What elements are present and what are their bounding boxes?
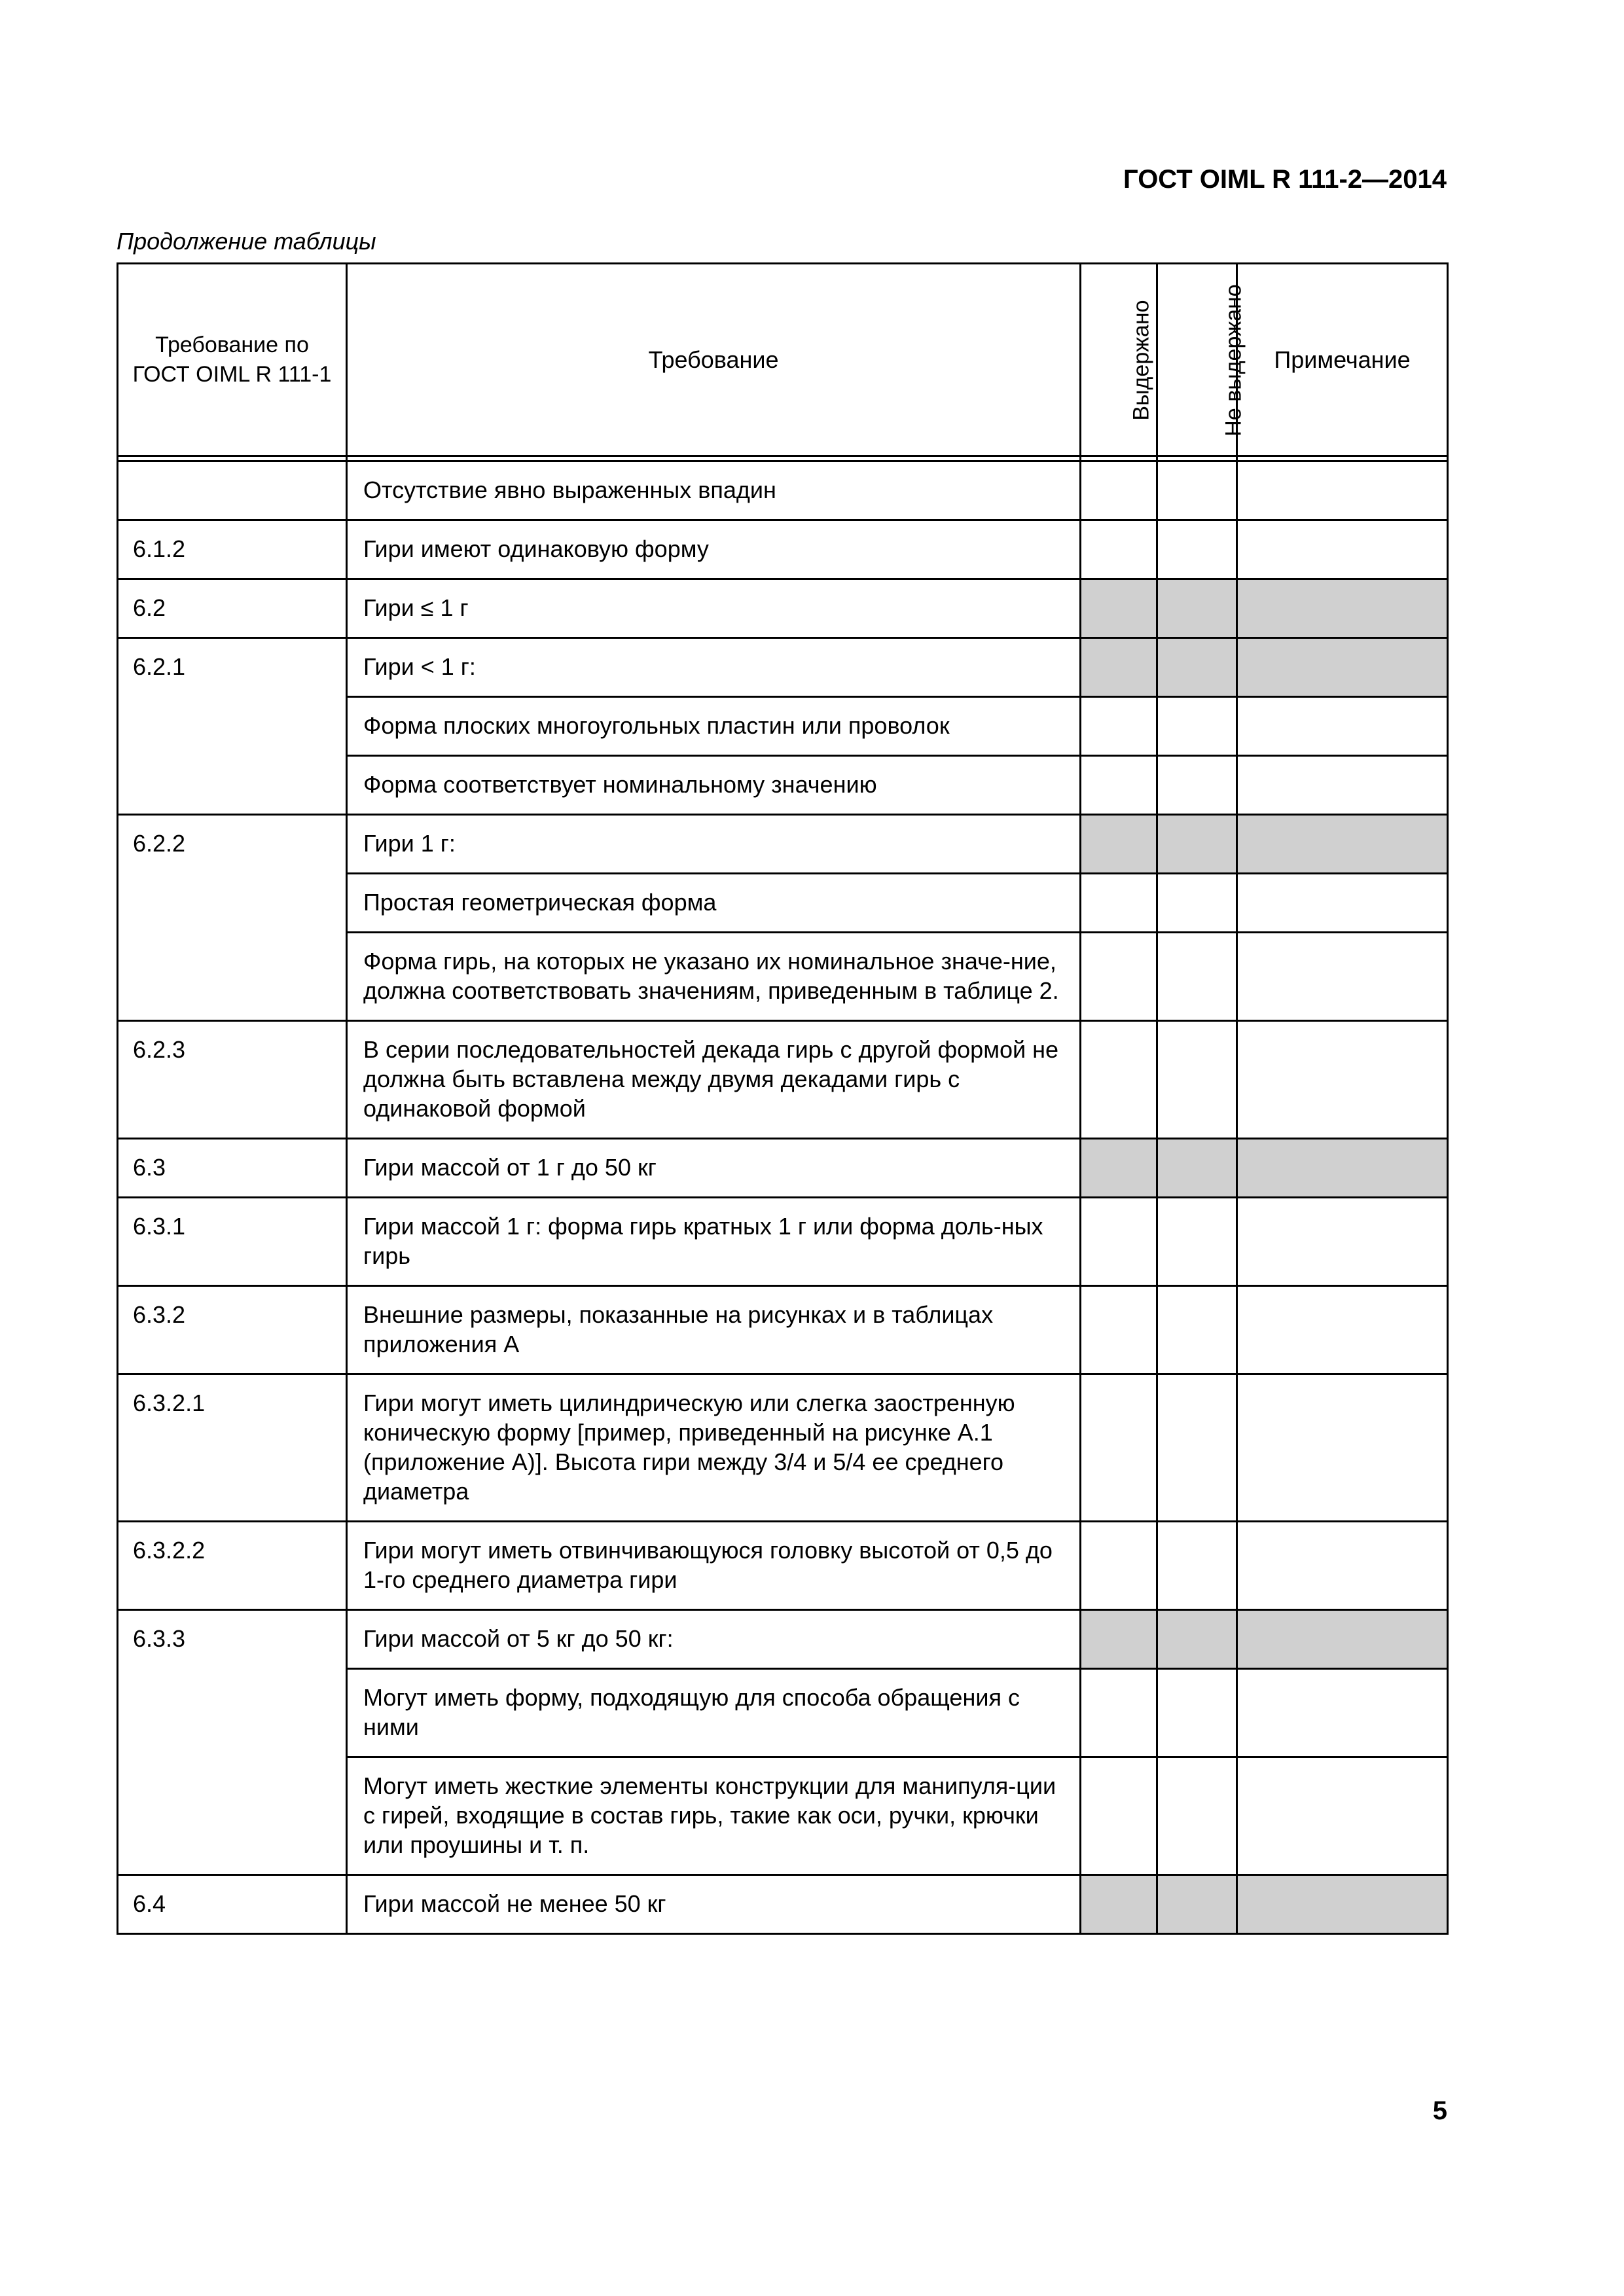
failed-cell[interactable] [1157, 815, 1237, 874]
header-passed-label: Выдержано [1128, 300, 1154, 421]
table-row [118, 1875, 1448, 1934]
passed-cell[interactable] [1081, 1139, 1157, 1198]
table-row [118, 461, 1448, 520]
header-requirement: Требование [347, 264, 1081, 456]
note-cell[interactable] [1237, 461, 1448, 520]
passed-cell[interactable] [1081, 579, 1157, 638]
row-code: 6.3.2.2 [118, 1522, 347, 1610]
note-cell[interactable] [1237, 1610, 1448, 1669]
table-row [118, 1610, 1448, 1669]
passed-cell[interactable] [1081, 697, 1157, 756]
row-requirement: Гири могут иметь цилиндрическую или слегка заостренную коническую форму [пример, приведенный на рисунке А.1 (приложение А)]. Высота гири между 3/4 и 5/4 ее среднего диаметра [347, 1374, 1081, 1522]
table-row [118, 1522, 1448, 1610]
table-row [118, 638, 1448, 697]
row-code: 6.3.1 [118, 1198, 347, 1286]
passed-cell[interactable] [1081, 520, 1157, 579]
row-code: 6.2.2 [118, 815, 347, 1021]
header-failed-label: Не выдержано [1221, 284, 1246, 437]
table-caption: Продолжение таблицы [117, 228, 376, 255]
passed-cell[interactable] [1081, 1021, 1157, 1139]
failed-cell[interactable] [1157, 756, 1237, 815]
row-requirement: Гири массой от 5 кг до 50 кг: [347, 1610, 1081, 1669]
note-cell[interactable] [1237, 933, 1448, 1021]
document-title: ГОСТ OIML R 111-2—2014 [1123, 165, 1447, 194]
row-requirement: В серии последовательностей декада гирь с другой формой не должна быть вставлена между двумя декадами гирь с одинаковой формой [347, 1021, 1081, 1139]
row-requirement: Гири 1 г: [347, 815, 1081, 874]
note-cell[interactable] [1237, 1021, 1448, 1139]
row-code: 6.2 [118, 579, 347, 638]
row-requirement: Гири имеют одинаковую форму [347, 520, 1081, 579]
passed-cell[interactable] [1081, 874, 1157, 933]
note-cell[interactable] [1237, 1374, 1448, 1522]
failed-cell[interactable] [1157, 520, 1237, 579]
passed-cell[interactable] [1081, 1522, 1157, 1610]
note-cell[interactable] [1237, 756, 1448, 815]
failed-cell[interactable] [1157, 1669, 1237, 1757]
passed-cell[interactable] [1081, 933, 1157, 1021]
row-requirement: Форма гирь, на которых не указано их номинальное значе-ние, должна соответствовать значениям, приведенным в таблице 2. [347, 933, 1081, 1021]
note-cell[interactable] [1237, 697, 1448, 756]
row-requirement: Гири массой не менее 50 кг [347, 1875, 1081, 1934]
failed-cell[interactable] [1157, 638, 1237, 697]
page-number: 5 [1432, 2096, 1447, 2125]
table-row [118, 1021, 1448, 1139]
header-note: Примечание [1237, 264, 1448, 456]
note-cell[interactable] [1237, 1669, 1448, 1757]
failed-cell[interactable] [1157, 1139, 1237, 1198]
row-code: 6.3.2 [118, 1286, 347, 1374]
note-cell[interactable] [1237, 1286, 1448, 1374]
failed-cell[interactable] [1157, 1198, 1237, 1286]
failed-cell[interactable] [1157, 1757, 1237, 1875]
passed-cell[interactable] [1081, 1757, 1157, 1875]
note-cell[interactable] [1237, 1522, 1448, 1610]
passed-cell[interactable] [1081, 461, 1157, 520]
note-cell[interactable] [1237, 579, 1448, 638]
table-row [118, 520, 1448, 579]
row-code: 6.4 [118, 1875, 347, 1934]
row-requirement: Могут иметь форму, подходящую для способа обращения с ними [347, 1669, 1081, 1757]
table-row [118, 579, 1448, 638]
failed-cell[interactable] [1157, 933, 1237, 1021]
row-requirement: Форма соответствует номинальному значению [347, 756, 1081, 815]
row-requirement: Могут иметь жесткие элементы конструкции для манипуля-ции с гирей, входящие в состав гирь, такие как оси, ручки, крючки или проушины и т. п. [347, 1757, 1081, 1875]
note-cell[interactable] [1237, 520, 1448, 579]
note-cell[interactable] [1237, 1139, 1448, 1198]
table-row [118, 815, 1448, 874]
failed-cell[interactable] [1157, 1286, 1237, 1374]
table-row [118, 1374, 1448, 1522]
row-requirement: Гири могут иметь отвинчивающуюся головку высотой от 0,5 до 1-го среднего диаметра гири [347, 1522, 1081, 1610]
passed-cell[interactable] [1081, 1610, 1157, 1669]
row-code: 6.2.3 [118, 1021, 347, 1139]
header-passed [1081, 264, 1157, 456]
passed-cell[interactable] [1081, 1875, 1157, 1934]
row-code [118, 461, 347, 520]
note-cell[interactable] [1237, 1875, 1448, 1934]
failed-cell[interactable] [1157, 697, 1237, 756]
note-cell[interactable] [1237, 1757, 1448, 1875]
row-requirement: Внешние размеры, показанные на рисунках и в таблицах приложения А [347, 1286, 1081, 1374]
note-cell[interactable] [1237, 1198, 1448, 1286]
note-cell[interactable] [1237, 638, 1448, 697]
row-code: 6.1.2 [118, 520, 347, 579]
header-gap [118, 456, 1448, 461]
passed-cell[interactable] [1081, 756, 1157, 815]
table-row [118, 1286, 1448, 1374]
requirements-table [117, 262, 1449, 1935]
row-requirement: Гири массой 1 г: форма гирь кратных 1 г или форма доль-ных гирь [347, 1198, 1081, 1286]
table-header-row [118, 264, 1448, 456]
row-code: 6.3.3 [118, 1610, 347, 1875]
passed-cell[interactable] [1081, 1669, 1157, 1757]
failed-cell[interactable] [1157, 461, 1237, 520]
failed-cell[interactable] [1157, 1522, 1237, 1610]
row-requirement: Гири ≤ 1 г [347, 579, 1081, 638]
passed-cell[interactable] [1081, 1198, 1157, 1286]
row-code: 6.3 [118, 1139, 347, 1198]
note-cell[interactable] [1237, 815, 1448, 874]
note-cell[interactable] [1237, 874, 1448, 933]
passed-cell[interactable] [1081, 1374, 1157, 1522]
passed-cell[interactable] [1081, 815, 1157, 874]
row-requirement: Форма плоских многоугольных пластин или проволок [347, 697, 1081, 756]
header-req-by: Требование по ГОСТ OIML R 111-1 [118, 264, 347, 456]
row-code: 6.2.1 [118, 638, 347, 815]
passed-cell[interactable] [1081, 638, 1157, 697]
table-row [118, 1198, 1448, 1286]
row-requirement: Гири < 1 г: [347, 638, 1081, 697]
row-code: 6.3.2.1 [118, 1374, 347, 1522]
row-requirement: Простая геометрическая форма [347, 874, 1081, 933]
failed-cell[interactable] [1157, 1374, 1237, 1522]
failed-cell[interactable] [1157, 1021, 1237, 1139]
failed-cell[interactable] [1157, 579, 1237, 638]
row-requirement: Гири массой от 1 г до 50 кг [347, 1139, 1081, 1198]
passed-cell[interactable] [1081, 1286, 1157, 1374]
failed-cell[interactable] [1157, 1610, 1237, 1669]
header-failed [1157, 264, 1246, 456]
row-requirement: Отсутствие явно выраженных впадин [347, 461, 1081, 520]
failed-cell[interactable] [1157, 1875, 1237, 1934]
table-row [118, 1139, 1448, 1198]
failed-cell[interactable] [1157, 874, 1237, 933]
